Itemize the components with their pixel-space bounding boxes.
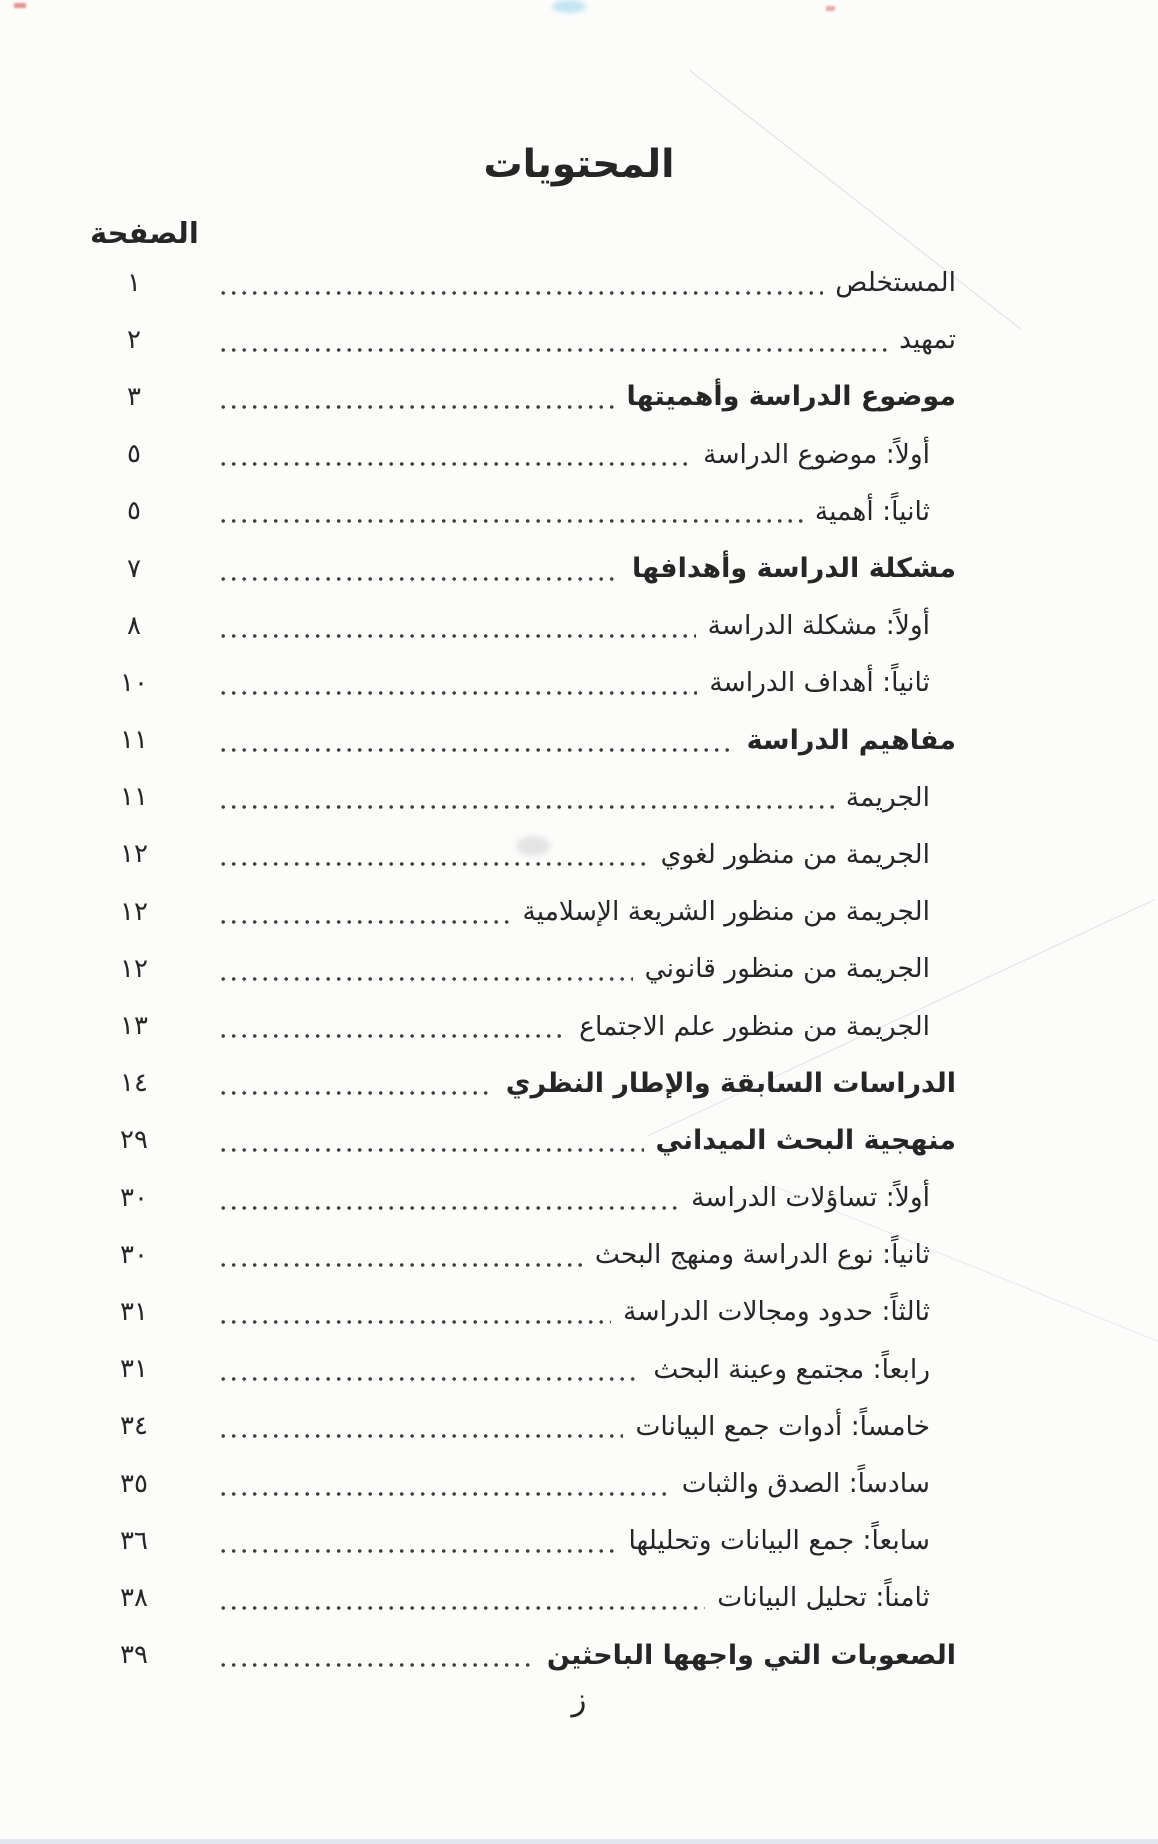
toc-entry-page-number: ١٢: [120, 896, 148, 927]
toc-entry: [95, 1569, 956, 1626]
toc-entry: [95, 1283, 956, 1340]
toc-entry-title: الصعوبات التي واجهها الباحثين: [546, 1639, 956, 1671]
toc-entry-title: ثانياً: نوع الدراسة ومنهج البحث: [594, 1239, 930, 1271]
dot-leader: [221, 518, 803, 524]
toc-entry-title: أولاً: موضوع الدراسة: [703, 438, 930, 470]
toc-entry: [95, 997, 956, 1054]
dot-leader: [221, 690, 697, 696]
toc-entry: [95, 826, 956, 883]
page-title: المحتويات: [483, 142, 675, 187]
toc-entry: [95, 712, 956, 769]
dot-leader: [221, 1491, 670, 1497]
toc-entry-page-number: ٣٨: [120, 1582, 148, 1613]
toc-entry-page-number: ٣٦: [120, 1525, 148, 1556]
dot-leader: [221, 1090, 494, 1096]
toc-entry-page-number: ٢٩: [120, 1125, 148, 1156]
toc-entry-title: الجريمة من منظور قانوني: [644, 953, 930, 985]
toc-entry: [95, 1627, 956, 1684]
toc-entry: [95, 1226, 956, 1283]
toc-entry-title: الدراسات السابقة والإطار النظري: [505, 1067, 956, 1099]
dot-leader: [221, 1033, 567, 1039]
toc-entry: [95, 368, 956, 425]
dot-leader: [221, 1605, 705, 1611]
toc-entry-title: ثامناً: تحليل البيانات: [717, 1582, 930, 1614]
toc-entry: [95, 1398, 956, 1455]
toc-entry-title: الجريمة من منظور علم الاجتماع: [579, 1010, 930, 1042]
toc-entry-page-number: ٣١: [120, 1296, 148, 1327]
toc-entry-title: مفاهيم الدراسة: [746, 724, 956, 756]
dot-leader: [221, 919, 510, 925]
toc-entry: [95, 769, 956, 826]
dot-leader: [221, 1433, 623, 1439]
dot-leader: [221, 976, 633, 982]
toc-entry-title: الجريمة من منظور الشريعة الإسلامية: [522, 896, 930, 928]
toc-entry-title: تمهيد: [899, 324, 956, 356]
dot-leader: [221, 1147, 644, 1153]
scan-edge-tint: [0, 1839, 1158, 1844]
dot-leader: [221, 633, 696, 639]
toc-entry: [95, 1512, 956, 1569]
toc-entry-title: خامساً: أدوات جمع البيانات: [635, 1410, 930, 1442]
toc-entry-title: منهجية البحث الميداني: [655, 1124, 956, 1156]
dot-leader: [221, 861, 649, 867]
toc-entry-title: سادساً: الصدق والثبات: [681, 1468, 930, 1500]
toc-entry-page-number: ١١: [120, 782, 148, 813]
toc-entry-title: موضوع الدراسة وأهميتها: [626, 381, 956, 413]
toc-entry-title: ثانياً: أهمية: [814, 495, 930, 527]
dot-leader: [221, 1548, 616, 1554]
dot-leader: [221, 461, 691, 467]
toc-entry: [95, 883, 956, 940]
toc-entry-page-number: ١: [127, 267, 141, 298]
toc-entry-title: الجريمة: [845, 781, 930, 813]
toc-entry: [95, 426, 956, 483]
toc-entry-title: الجريمة من منظور لغوي: [660, 838, 930, 870]
dot-leader: [221, 404, 615, 410]
toc-entry: [95, 1055, 956, 1112]
toc-entry-page-number: ٣١: [120, 1354, 148, 1385]
toc-entry-title: مشكلة الدراسة وأهدافها: [631, 553, 956, 585]
toc-entry: [95, 1455, 956, 1512]
toc-entry: [95, 940, 956, 997]
dot-leader: [221, 576, 620, 582]
toc-entry-page-number: ١٠: [120, 667, 148, 698]
toc-entry: [95, 311, 956, 368]
dot-leader: [221, 1205, 679, 1211]
dot-leader: [221, 347, 887, 353]
page-footer-letter: ز: [571, 1682, 587, 1718]
toc-entry-page-number: ٣٠: [120, 1182, 148, 1213]
toc-entry-title: ثانياً: أهداف الدراسة: [709, 667, 930, 699]
toc-entry-page-number: ١٢: [120, 953, 148, 984]
toc-entry-page-number: ٢: [127, 324, 141, 355]
toc-entry-page-number: ٨: [127, 610, 141, 641]
toc-entry-page-number: ١٤: [120, 1068, 148, 1099]
table-of-contents: [95, 254, 956, 1684]
toc-entry-title: أولاً: تساؤلات الدراسة: [691, 1182, 930, 1214]
page-number-column-header: الصفحة: [90, 216, 199, 250]
toc-entry: [95, 254, 956, 311]
toc-entry-page-number: ٣٤: [120, 1411, 148, 1442]
dot-leader: [221, 1376, 641, 1382]
toc-entry-title: ثالثاً: حدود ومجالات الدراسة: [623, 1296, 930, 1328]
dot-leader: [221, 747, 735, 753]
dot-leader: [221, 290, 823, 296]
toc-entry: [95, 654, 956, 711]
toc-entry-page-number: ١٢: [120, 839, 148, 870]
toc-entry-title: أولاً: مشكلة الدراسة: [707, 610, 930, 642]
dot-leader: [221, 1662, 535, 1668]
toc-entry-page-number: ١١: [120, 725, 148, 756]
toc-entry-page-number: ٣: [127, 381, 141, 412]
toc-entry-title: المستخلص: [835, 267, 956, 299]
toc-entry: [95, 1112, 956, 1169]
toc-entry: [95, 540, 956, 597]
dot-leader: [221, 1262, 583, 1268]
toc-entry: [95, 597, 956, 654]
toc-entry-title: سابعاً: جمع البيانات وتحليلها: [628, 1525, 930, 1557]
toc-entry-page-number: ٣٩: [120, 1640, 148, 1671]
toc-entry: [95, 1169, 956, 1226]
toc-entry-page-number: ٣٠: [120, 1239, 148, 1270]
toc-entry: [95, 1341, 956, 1398]
dot-leader: [221, 804, 834, 810]
toc-entry-page-number: ١٣: [120, 1011, 148, 1042]
toc-entry: [95, 483, 956, 540]
toc-entry-page-number: ٥: [127, 496, 141, 527]
toc-entry-page-number: ٥: [127, 439, 141, 470]
toc-entry-page-number: ٣٥: [120, 1468, 148, 1499]
toc-entry-page-number: ٧: [127, 553, 141, 584]
dot-leader: [221, 1319, 611, 1325]
toc-entry-title: رابعاً: مجتمع وعينة البحث: [653, 1353, 930, 1385]
